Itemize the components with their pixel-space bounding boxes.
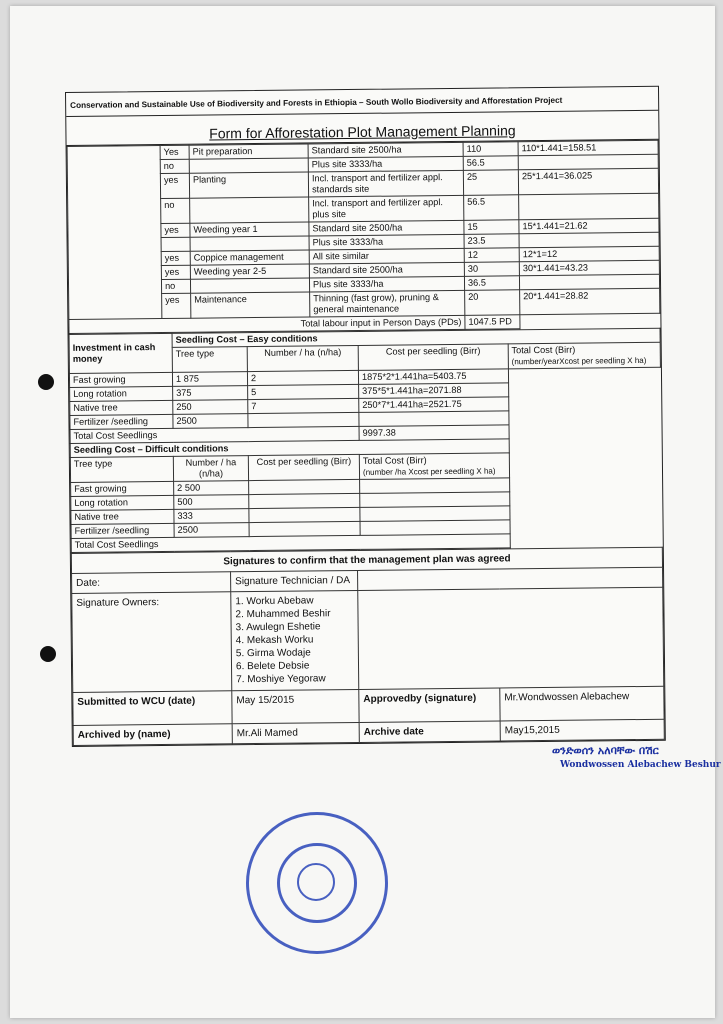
difficult-number: 500: [174, 495, 249, 510]
difficult-tree-type: Fertilizer /seedling: [71, 523, 174, 538]
labour-activity: Weeding year 1: [190, 222, 309, 237]
difficult-number: 333: [174, 509, 249, 524]
easy-header-cost: Cost per seedling (Birr): [358, 344, 508, 371]
easy-number: 1 875: [172, 372, 247, 387]
labour-flag: Yes: [160, 145, 189, 159]
labour-total-label: Total labour input in Person Days (PDs): [69, 315, 465, 333]
labour-person-days: 110: [463, 142, 518, 157]
labour-calculation: 15*1.441=21.62: [519, 218, 659, 233]
signature-table: [71, 547, 665, 746]
submitted-value: May 15/2015: [232, 689, 359, 723]
easy-total: [359, 411, 509, 427]
form-sheet: [65, 86, 666, 747]
easy-total-value: 9997.38: [359, 425, 509, 441]
labour-calculation: 20*1.441=28.82: [520, 288, 660, 314]
easy-tree-type: Long rotation: [70, 386, 173, 401]
punch-hole-icon: [38, 374, 54, 390]
labour-activity: Pit preparation: [189, 144, 308, 159]
labour-calculation: 25*1.441=36.025: [518, 168, 658, 194]
easy-tree-type: Fast growing: [69, 372, 172, 387]
labour-spec: Plus site 3333/ha: [309, 234, 464, 250]
difficult-number: 2 500: [174, 481, 249, 496]
latin-signature: Wondwossen Alebachew Beshur: [560, 760, 721, 770]
labour-table: [67, 140, 661, 334]
difficult-tree-type: Fast growing: [71, 481, 174, 496]
labour-spec: Standard site 2500/ha: [308, 142, 463, 158]
labour-calculation: [518, 154, 658, 169]
archived-value: Mr.Ali Mamed: [232, 722, 359, 743]
difficult-header-total: Total Cost (Birr) (number /ha Xcost per seedling X ha): [359, 453, 509, 480]
punch-hole-icon: [40, 646, 56, 662]
project-header: Conservation and Sustainable Use of Biodiversity and Forests in Ethiopia – South Wollo Biodiversity and Afforestation Project: [66, 87, 658, 117]
owner-name: 2. Muhammed Beshir: [235, 608, 331, 621]
labour-flag: yes: [161, 223, 190, 237]
easy-tree-type: Native tree: [70, 400, 173, 415]
easy-total-label: Total Cost Seedlings: [70, 426, 359, 443]
easy-cost: 2: [247, 370, 358, 385]
signatures-heading: Signatures to confirm that the management plan was agreed: [71, 547, 662, 573]
labour-activity: [189, 158, 308, 173]
easy-total-note: (number/yearXcost per seedling X ha): [511, 355, 647, 367]
easy-number: 2500: [173, 414, 248, 429]
approved-label: Approvedby (signature): [359, 688, 500, 722]
difficult-number: 2500: [174, 523, 249, 538]
easy-header-number: Number / ha (n/ha): [247, 345, 358, 371]
official-seal-icon: [246, 812, 388, 954]
easy-number: 375: [173, 386, 248, 401]
form-title: Form for Afforestation Plot Management Planning: [66, 111, 658, 146]
labour-activity: [190, 278, 309, 293]
easy-cost: 7: [248, 398, 359, 413]
labour-spec: Plus site 3333/ha: [309, 276, 464, 292]
owner-name: 3. Awulegn Eshetie: [235, 621, 321, 634]
approved-value: Mr.Wondwossen Alebachew: [500, 686, 664, 721]
easy-cost: 5: [248, 384, 359, 399]
labour-calculation: 12*1=12: [519, 246, 659, 261]
labour-flag: yes: [161, 265, 190, 279]
difficult-header-number: Number / ha (n/ha): [173, 456, 248, 482]
difficult-title: Seedling Cost – Difficult conditions: [70, 439, 509, 458]
owners-signature-field: [358, 587, 664, 689]
archived-label: Archived by (name): [73, 724, 232, 746]
labour-flag: yes: [161, 251, 190, 265]
labour-person-days: 56.5: [464, 195, 519, 221]
investment-table: [69, 328, 663, 553]
amharic-signature: ወንድወሰን አለባቸው በሽር: [552, 744, 659, 757]
labour-spec: Incl. transport and fertilizer appl. plus site: [309, 195, 464, 222]
labour-calculation: 110*1.441=158.51: [518, 140, 658, 155]
labour-activity: Weeding year 2-5: [190, 264, 309, 279]
easy-number: 250: [173, 400, 248, 415]
labour-spec: Thinning (fast grow), pruning & general maintenance: [310, 290, 465, 317]
easy-total: 375*5*1.441ha=2071.88: [359, 383, 509, 399]
labour-person-days: 20: [465, 290, 520, 316]
labour-total-value: 1047.5 PD: [465, 315, 520, 330]
labour-activity: [190, 236, 309, 251]
labour-flag: no: [160, 159, 189, 173]
labour-activity: Maintenance: [191, 292, 310, 318]
labour-person-days: 23.5: [464, 234, 519, 249]
easy-total: 250*7*1.441ha=2521.75: [359, 397, 509, 413]
labour-person-days: 56.5: [463, 156, 518, 171]
owner-name: 5. Girma Wodaje: [235, 647, 311, 660]
labour-person-days: 15: [464, 220, 519, 235]
owner-name: 7. Moshiye Yegoraw: [236, 673, 326, 686]
labour-spec: Plus site 3333/ha: [308, 156, 463, 172]
difficult-cost: [249, 493, 360, 508]
labour-calculation: 30*1.441=43.23: [519, 260, 659, 275]
difficult-tree-type: Native tree: [71, 509, 174, 524]
labour-flag: [161, 237, 190, 251]
easy-tree-type: Fertilizer /seedling: [70, 414, 173, 429]
labour-person-days: 30: [464, 262, 519, 277]
owners-list: [235, 594, 354, 686]
difficult-cost: [249, 479, 360, 494]
easy-total: 1875*2*1.441ha=5403.75: [358, 369, 508, 385]
labour-calculation: [519, 193, 659, 219]
owners-label: Signature Owners:: [72, 592, 232, 693]
investment-label: Investment in cash money: [69, 333, 172, 373]
labour-activity: Coppice management: [190, 250, 309, 265]
labour-activity: Planting: [189, 172, 308, 198]
difficult-cost: [249, 507, 360, 522]
labour-calculation: [519, 274, 659, 289]
owner-name: 6. Belete Debsie: [235, 660, 310, 673]
date-label: Date:: [72, 572, 231, 594]
difficult-cost: [249, 521, 360, 536]
labour-flag: yes: [160, 173, 189, 198]
difficult-header-type: Tree type: [70, 456, 173, 482]
owner-name: 4. Mekash Worku: [235, 634, 314, 647]
archive-date-label: Archive date: [359, 721, 500, 742]
labour-flag: no: [161, 279, 190, 293]
difficult-total-note: (number /ha Xcost per seedling X ha): [362, 466, 496, 477]
easy-header-type: Tree type: [172, 347, 247, 373]
labour-person-days: 25: [463, 170, 518, 196]
easy-cost: [248, 412, 359, 427]
easy-title: Seedling Cost – Easy conditions: [172, 328, 660, 347]
difficult-tree-type: Long rotation: [71, 495, 174, 510]
labour-flag: yes: [162, 293, 191, 318]
difficult-header-cost: Cost per seedling (Birr): [248, 454, 359, 480]
submitted-label: Submitted to WCU (date): [73, 691, 232, 726]
labour-spec: All site similar: [309, 248, 464, 264]
archive-date-value: May15,2015: [500, 719, 664, 741]
labour-spec: Standard site 2500/ha: [309, 220, 464, 236]
labour-calculation: [519, 232, 659, 247]
difficult-total-label: Total Cost Seedlings: [71, 534, 510, 553]
labour-person-days: 12: [464, 248, 519, 263]
owner-name: 1. Worku Abebaw: [235, 595, 314, 608]
labour-spec: Incl. transport and fertilizer appl. standards site: [308, 170, 463, 197]
technician-label: Signature Technician / DA: [231, 570, 358, 591]
labour-person-days: 36.5: [464, 276, 519, 291]
easy-header-total: Total Cost (Birr) (number/yearXcost per seedling X ha): [508, 342, 660, 369]
labour-flag: no: [161, 198, 190, 223]
labour-activity: [190, 197, 309, 223]
owners-cell: [231, 590, 359, 690]
labour-spec: Standard site 2500/ha: [309, 262, 464, 278]
labour-left-blank: [67, 146, 162, 320]
